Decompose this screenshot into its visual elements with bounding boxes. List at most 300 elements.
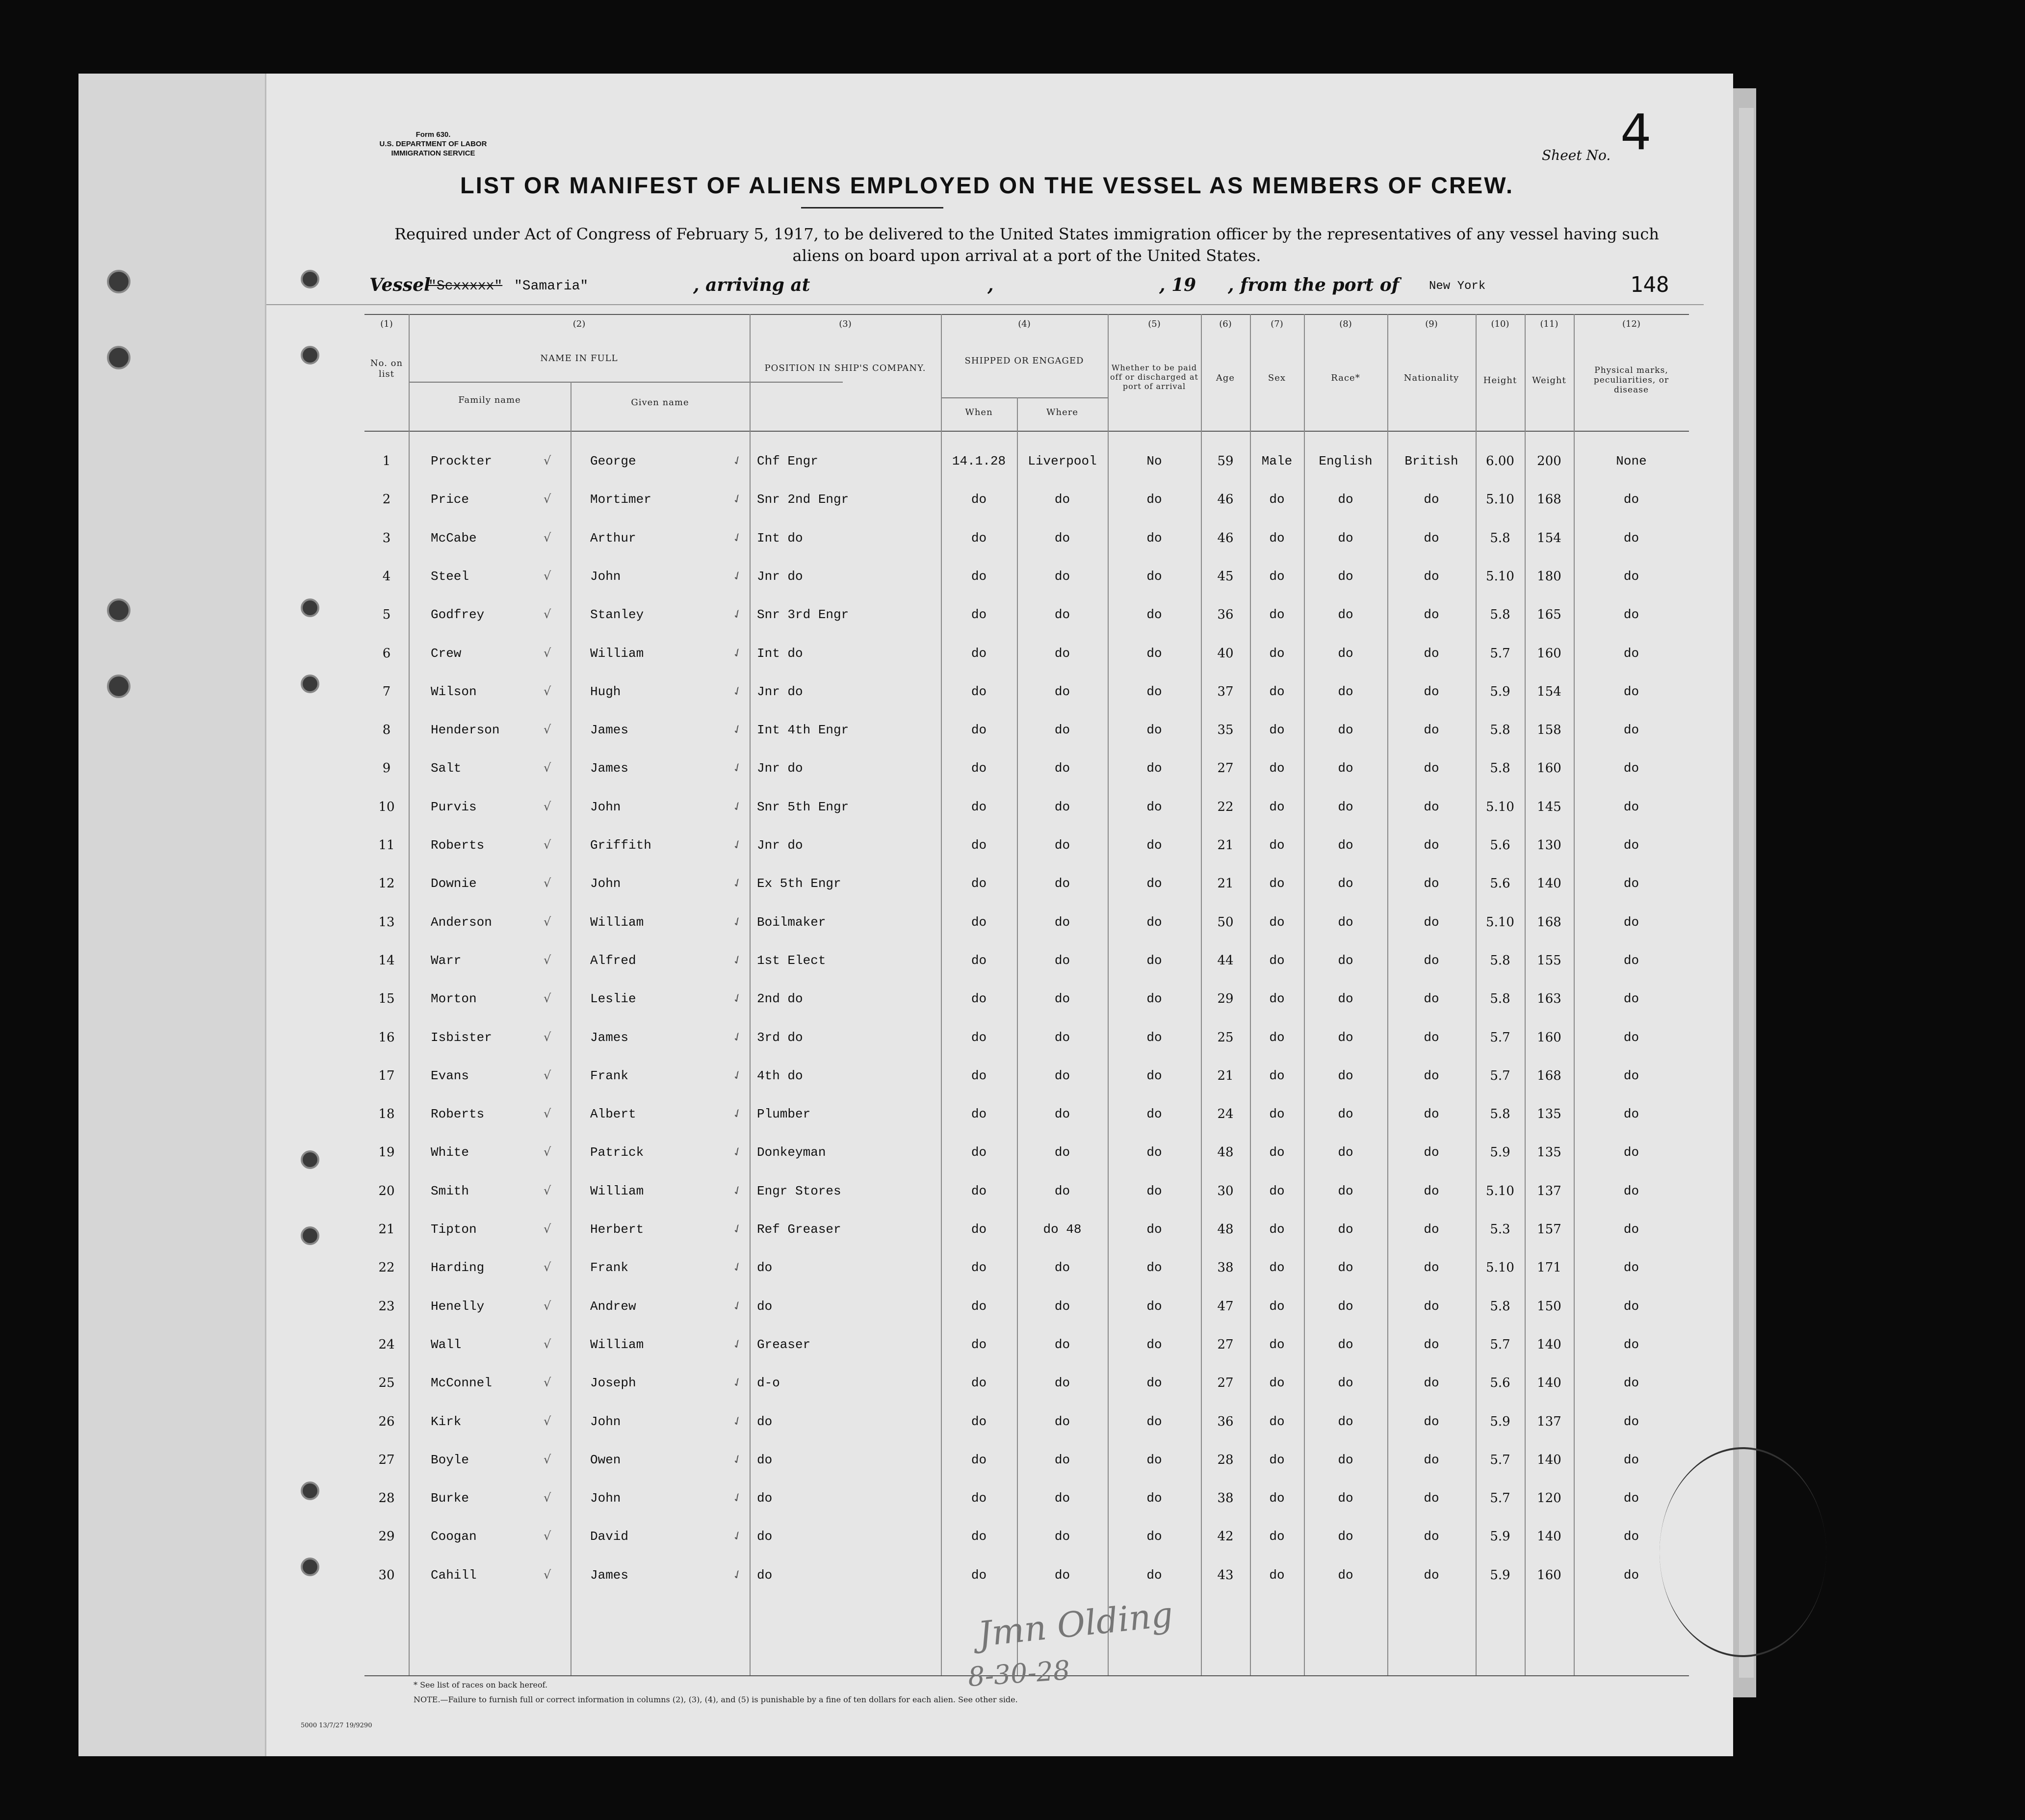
cell-weight: 163: [1537, 991, 1561, 1007]
cell-weight: 168: [1537, 914, 1561, 930]
port-name: New York: [1429, 280, 1486, 293]
cell-race: do: [1338, 1030, 1353, 1045]
cell-when: do: [971, 1567, 987, 1583]
check-mark-icon: √: [544, 991, 551, 1006]
cell-family: Cahill: [431, 1567, 477, 1583]
cell-no: 26: [378, 1414, 395, 1429]
cell-no: 29: [378, 1529, 395, 1544]
cell-height: 5.7: [1490, 1030, 1510, 1045]
cell-position: Plumber: [757, 1107, 811, 1122]
table-row: [266, 1529, 1733, 1567]
cell-position: do: [757, 1491, 773, 1506]
table-row: [266, 1453, 1733, 1490]
cell-nationality: do: [1424, 1030, 1439, 1045]
cell-marks: do: [1623, 684, 1639, 699]
cell-no: 5: [382, 607, 391, 623]
cell-sex: do: [1269, 723, 1285, 738]
cell-when: do: [971, 684, 987, 699]
cell-family: Kirk: [431, 1414, 462, 1429]
cell-height: 5.10: [1486, 569, 1514, 584]
cell-age: 46: [1217, 530, 1234, 546]
cell-position: do: [757, 1299, 773, 1314]
cell-where: do: [1054, 1337, 1070, 1352]
check-mark-icon: ✓: [730, 1144, 745, 1161]
cell-where: do: [1054, 723, 1070, 738]
table-row: [266, 953, 1733, 991]
cell-weight: 165: [1537, 607, 1561, 623]
cell-sex: do: [1269, 1107, 1285, 1122]
cell-sex: do: [1269, 1145, 1285, 1160]
check-mark-icon: ✓: [730, 1451, 745, 1468]
table-row: [266, 646, 1733, 684]
cell-paid: do: [1146, 723, 1162, 738]
cell-weight: 155: [1537, 953, 1561, 968]
cell-age: 30: [1217, 1183, 1234, 1198]
cell-when: do: [971, 569, 987, 584]
department: U.S. DEPARTMENT OF LABOR: [379, 140, 487, 148]
header-race: Race*: [1331, 373, 1360, 383]
cell-family: Price: [431, 492, 469, 507]
vessel-label: Vessel: [369, 275, 431, 295]
col-number: (10): [1491, 319, 1509, 329]
cell-marks: do: [1623, 1376, 1639, 1391]
cell-family: Henelly: [431, 1299, 485, 1314]
cell-nationality: do: [1424, 646, 1439, 661]
signature-date: 8-30-28: [967, 1654, 1071, 1693]
cell-height: 5.9: [1490, 1414, 1510, 1429]
header-when: When: [965, 407, 993, 417]
table-row: [266, 1414, 1733, 1452]
cell-weight: 137: [1537, 1414, 1561, 1429]
service: IMMIGRATION SERVICE: [391, 149, 475, 157]
check-mark-icon: √: [544, 761, 551, 775]
cell-nationality: do: [1424, 1337, 1439, 1352]
cell-nationality: do: [1424, 876, 1439, 891]
check-mark-icon: ✓: [730, 1028, 745, 1045]
table-row: [266, 1184, 1733, 1222]
col-number: (12): [1622, 319, 1640, 329]
cell-no: 13: [378, 914, 395, 930]
cell-marks: do: [1623, 569, 1639, 584]
cell-family: Crew: [431, 646, 462, 661]
cell-race: do: [1338, 607, 1353, 623]
cell-no: 2: [382, 492, 391, 507]
cell-when: do: [971, 1145, 987, 1160]
check-mark-icon: ✓: [730, 1105, 745, 1122]
cell-sex: do: [1269, 1491, 1285, 1506]
cell-nationality: do: [1424, 991, 1439, 1007]
cell-paid: do: [1146, 876, 1162, 891]
cell-paid: do: [1146, 1107, 1162, 1122]
cell-position: Jnr do: [757, 761, 803, 776]
cell-when: do: [971, 1452, 987, 1467]
cell-weight: 160: [1537, 1030, 1561, 1045]
subtitle-line-1: Required under Act of Congress of February 5, 1917, to be delivered to the United States immigration officer by the representatives of any vessel having such: [394, 225, 1659, 243]
table-row: [266, 684, 1733, 722]
cell-when: do: [971, 1299, 987, 1314]
cell-where: do: [1054, 1567, 1070, 1583]
cell-where: do: [1054, 684, 1070, 699]
cell-height: 5.8: [1490, 1299, 1510, 1314]
check-mark-icon: √: [544, 607, 551, 622]
table-row: [266, 1222, 1733, 1260]
table-row: [266, 531, 1733, 569]
cell-position: Snr 5th Engr: [757, 799, 849, 814]
cell-age: 38: [1217, 1260, 1234, 1275]
table-row: [266, 991, 1733, 1029]
cell-height: 5.6: [1490, 876, 1510, 891]
header-sex: Sex: [1268, 373, 1286, 383]
cell-weight: 180: [1537, 569, 1561, 584]
cell-no: 25: [378, 1376, 395, 1391]
cell-height: 5.8: [1490, 761, 1510, 776]
cell-height: 5.8: [1490, 530, 1510, 546]
cell-marks: do: [1623, 723, 1639, 738]
cell-where: do: [1054, 1491, 1070, 1506]
cell-height: 5.7: [1490, 1491, 1510, 1506]
manifest-number: 148: [1630, 272, 1669, 297]
table-row: [266, 876, 1733, 914]
cell-position: Boilmaker: [757, 914, 826, 930]
cell-sex: do: [1269, 1030, 1285, 1045]
check-mark-icon: √: [544, 1414, 551, 1428]
cell-marks: do: [1623, 953, 1639, 968]
table-row: [266, 1145, 1733, 1183]
cell-race: do: [1338, 492, 1353, 507]
cell-age: 59: [1217, 454, 1234, 468]
cell-age: 37: [1217, 684, 1234, 699]
cell-race: do: [1338, 723, 1353, 738]
cell-paid: do: [1146, 684, 1162, 699]
cell-nationality: do: [1424, 569, 1439, 584]
header-family-name: Family name: [458, 395, 521, 405]
check-mark-icon: ✓: [730, 1066, 745, 1084]
cell-weight: 200: [1537, 454, 1561, 468]
cell-marks: do: [1623, 1260, 1639, 1275]
cell-position: Chf Engr: [757, 454, 818, 468]
cell-paid: do: [1146, 799, 1162, 814]
check-mark-icon: ✓: [730, 1182, 745, 1199]
cell-paid: do: [1146, 1452, 1162, 1467]
cell-no: 18: [378, 1107, 395, 1122]
cell-paid: do: [1146, 646, 1162, 661]
cell-where: do: [1054, 1414, 1070, 1429]
cell-sex: do: [1269, 1183, 1285, 1198]
cell-weight: 150: [1537, 1299, 1561, 1314]
cell-sex: do: [1269, 684, 1285, 699]
cell-weight: 140: [1537, 1452, 1561, 1467]
cell-where: do: [1054, 761, 1070, 776]
cell-age: 45: [1217, 569, 1234, 584]
cell-no: 23: [378, 1299, 395, 1314]
cell-height: 6.00: [1486, 454, 1514, 468]
check-mark-icon: √: [544, 1107, 551, 1121]
cell-weight: 140: [1537, 876, 1561, 891]
print-code: 5000 13/7/27 19/9290: [301, 1722, 372, 1729]
cell-where: do: [1054, 1376, 1070, 1391]
cell-when: do: [971, 1222, 987, 1237]
cell-when: do: [971, 1183, 987, 1198]
check-mark-icon: √: [544, 1529, 551, 1543]
cell-paid: do: [1146, 569, 1162, 584]
check-mark-icon: √: [544, 1030, 551, 1044]
cell-position: do: [757, 1260, 773, 1275]
cell-no: 1: [382, 454, 391, 468]
cell-paid: do: [1146, 1222, 1162, 1237]
col-number: (5): [1148, 319, 1161, 329]
cell-weight: 140: [1537, 1337, 1561, 1352]
cell-paid: do: [1146, 991, 1162, 1007]
cell-weight: 154: [1537, 530, 1561, 546]
cell-no: 8: [382, 723, 391, 738]
cell-where: do: [1054, 569, 1070, 584]
inspector-signature: Jmn Olding: [976, 1594, 1175, 1655]
cell-marks: do: [1623, 991, 1639, 1007]
cell-where: do: [1054, 991, 1070, 1007]
check-mark-icon: ✓: [730, 759, 745, 777]
cell-family: Wall: [431, 1337, 462, 1352]
cell-age: 22: [1217, 799, 1234, 814]
table-row: [266, 1068, 1733, 1106]
cell-nationality: do: [1424, 1376, 1439, 1391]
cell-when: do: [971, 761, 987, 776]
cell-sex: do: [1269, 1337, 1285, 1352]
check-mark-icon: ✓: [730, 644, 745, 661]
check-mark-icon: √: [544, 953, 551, 967]
cell-weight: 140: [1537, 1529, 1561, 1544]
cell-sex: do: [1269, 1068, 1285, 1083]
cell-height: 5.10: [1486, 492, 1514, 507]
punch-hole: [107, 346, 130, 369]
cell-paid: do: [1146, 1414, 1162, 1429]
cell-sex: do: [1269, 799, 1285, 814]
cell-paid: do: [1146, 953, 1162, 968]
cell-sex: do: [1269, 1414, 1285, 1429]
cell-nationality: do: [1424, 1299, 1439, 1314]
cell-position: 4th do: [757, 1068, 803, 1083]
cell-sex: do: [1269, 1376, 1285, 1391]
cell-race: do: [1338, 838, 1353, 853]
cell-family: Downie: [431, 876, 477, 891]
cell-when: do: [971, 799, 987, 814]
cell-age: 47: [1217, 1299, 1234, 1314]
cell-when: do: [971, 1337, 987, 1352]
cell-marks: None: [1616, 454, 1647, 468]
cell-height: 5.6: [1490, 838, 1510, 853]
cell-nationality: do: [1424, 492, 1439, 507]
check-mark-icon: √: [544, 1299, 551, 1313]
cell-position: do: [757, 1529, 773, 1544]
cell-weight: 158: [1537, 723, 1561, 738]
cell-given: Stanley: [590, 607, 644, 623]
back-sheet-edge: [1739, 108, 1754, 1678]
cell-marks: do: [1623, 914, 1639, 930]
cell-weight: 140: [1537, 1376, 1561, 1391]
check-mark-icon: ✓: [730, 529, 745, 546]
cell-given: George: [590, 454, 636, 468]
cell-height: 5.10: [1486, 1260, 1514, 1275]
cell-race: do: [1338, 1260, 1353, 1275]
cell-no: 22: [378, 1260, 395, 1275]
punch-hole: [107, 270, 130, 293]
cell-nationality: do: [1424, 1068, 1439, 1083]
cell-age: 27: [1217, 1376, 1234, 1391]
header-position: POSITION IN SHIP'S COMPANY.: [764, 363, 926, 373]
cell-marks: do: [1623, 646, 1639, 661]
check-mark-icon: ✓: [730, 798, 745, 815]
check-mark-icon: √: [544, 569, 551, 583]
cell-when: do: [971, 838, 987, 853]
form-number: Form 630.: [415, 130, 451, 139]
cell-nationality: do: [1424, 1567, 1439, 1583]
cell-where: do: [1054, 1145, 1070, 1160]
cell-position: do: [757, 1414, 773, 1429]
header-where: Where: [1046, 407, 1078, 417]
cell-position: Int 4th Engr: [757, 723, 849, 738]
cell-marks: do: [1623, 1030, 1639, 1045]
cell-sex: do: [1269, 530, 1285, 546]
cell-paid: do: [1146, 1529, 1162, 1544]
cell-age: 50: [1217, 914, 1234, 930]
cell-age: 35: [1217, 723, 1234, 738]
cell-weight: 154: [1537, 684, 1561, 699]
cell-when: do: [971, 492, 987, 507]
cell-weight: 160: [1537, 1567, 1561, 1583]
cell-given: Albert: [590, 1107, 636, 1122]
cell-paid: do: [1146, 1145, 1162, 1160]
cell-nationality: do: [1424, 761, 1439, 776]
cell-marks: do: [1623, 876, 1639, 891]
cell-given: James: [590, 1567, 629, 1583]
table-row: [266, 723, 1733, 760]
cell-where: do: [1054, 799, 1070, 814]
cell-when: do: [971, 530, 987, 546]
col-number: (1): [380, 319, 393, 329]
cell-height: 5.9: [1490, 1529, 1510, 1544]
cell-weight: 137: [1537, 1183, 1561, 1198]
cell-height: 5.8: [1490, 607, 1510, 623]
cell-race: do: [1338, 1222, 1353, 1237]
cell-sex: do: [1269, 607, 1285, 623]
table-row: [266, 800, 1733, 837]
cell-paid: do: [1146, 492, 1162, 507]
cell-where: do: [1054, 646, 1070, 661]
check-mark-icon: ✓: [730, 875, 745, 892]
cell-when: 14.1.28: [952, 454, 1006, 468]
cell-family: Morton: [431, 991, 477, 1007]
cell-sex: do: [1269, 1222, 1285, 1237]
cell-nationality: do: [1424, 607, 1439, 623]
check-mark-icon: √: [544, 1337, 551, 1351]
cell-nationality: do: [1424, 1222, 1439, 1237]
cell-where: do: [1054, 607, 1070, 623]
cell-position: Jnr do: [757, 569, 803, 584]
cell-when: do: [971, 876, 987, 891]
cell-weight: 135: [1537, 1107, 1561, 1122]
col-number: (9): [1425, 319, 1438, 329]
cell-no: 6: [382, 646, 391, 661]
cell-given: Andrew: [590, 1299, 636, 1314]
cell-height: 5.7: [1490, 1452, 1510, 1467]
cell-given: Owen: [590, 1452, 621, 1467]
cell-no: 24: [378, 1337, 395, 1352]
cell-race: do: [1338, 530, 1353, 546]
cell-marks: do: [1623, 1068, 1639, 1083]
check-mark-icon: ✓: [730, 951, 745, 968]
cell-position: Donkeyman: [757, 1145, 826, 1160]
subtitle-line-2: aliens on board upon arrival at a port of the United States.: [792, 246, 1261, 265]
cell-race: do: [1338, 761, 1353, 776]
table-row: [266, 761, 1733, 799]
cell-family: Warr: [431, 953, 462, 968]
cell-where: do: [1054, 1068, 1070, 1083]
cell-when: do: [971, 1376, 987, 1391]
check-mark-icon: ✓: [730, 1566, 745, 1583]
cell-marks: do: [1623, 761, 1639, 776]
check-mark-icon: ✓: [730, 836, 745, 853]
cell-sex: do: [1269, 953, 1285, 968]
cell-age: 24: [1217, 1107, 1234, 1122]
cell-age: 48: [1217, 1222, 1234, 1237]
cell-height: 5.10: [1486, 914, 1514, 930]
cell-family: White: [431, 1145, 469, 1160]
col-number: (3): [839, 319, 852, 329]
cell-no: 3: [382, 530, 391, 546]
check-mark-icon: √: [544, 723, 551, 737]
cell-position: Snr 3rd Engr: [757, 607, 849, 623]
cell-nationality: do: [1424, 1414, 1439, 1429]
vessel-name: "Samaria": [514, 279, 589, 294]
cell-family: Wilson: [431, 684, 477, 699]
check-mark-icon: √: [544, 914, 551, 929]
cell-when: do: [971, 1068, 987, 1083]
cell-family: Salt: [431, 761, 462, 776]
check-mark-icon: ✓: [730, 1374, 745, 1391]
cell-race: do: [1338, 1376, 1353, 1391]
cell-position: Jnr do: [757, 684, 803, 699]
header-age: Age: [1216, 373, 1235, 383]
table-row: [266, 915, 1733, 953]
check-mark-icon: √: [544, 530, 551, 545]
cell-where: do: [1054, 914, 1070, 930]
cell-when: do: [971, 723, 987, 738]
cell-marks: do: [1623, 1145, 1639, 1160]
check-mark-icon: ✓: [730, 491, 745, 508]
cell-given: Patrick: [590, 1145, 644, 1160]
cell-marks: do: [1623, 1452, 1639, 1467]
cell-race: do: [1338, 1529, 1353, 1544]
cell-marks: do: [1623, 1183, 1639, 1198]
cell-height: 5.8: [1490, 953, 1510, 968]
cell-family: Roberts: [431, 838, 485, 853]
cell-when: do: [971, 1491, 987, 1506]
cell-when: do: [971, 607, 987, 623]
header-no-on-list: No. on list: [370, 358, 403, 379]
cell-height: 5.10: [1486, 799, 1514, 814]
cell-marks: do: [1623, 838, 1639, 853]
cell-sex: do: [1269, 492, 1285, 507]
cell-sex: do: [1269, 761, 1285, 776]
cell-weight: 171: [1537, 1260, 1561, 1275]
check-mark-icon: ✓: [730, 452, 745, 469]
cell-position: Engr Stores: [757, 1183, 841, 1198]
cell-height: 5.9: [1490, 1567, 1510, 1583]
cell-race: do: [1338, 1299, 1353, 1314]
cell-when: do: [971, 646, 987, 661]
check-mark-icon: √: [544, 1260, 551, 1274]
cell-sex: do: [1269, 876, 1285, 891]
table-row: [266, 492, 1733, 530]
